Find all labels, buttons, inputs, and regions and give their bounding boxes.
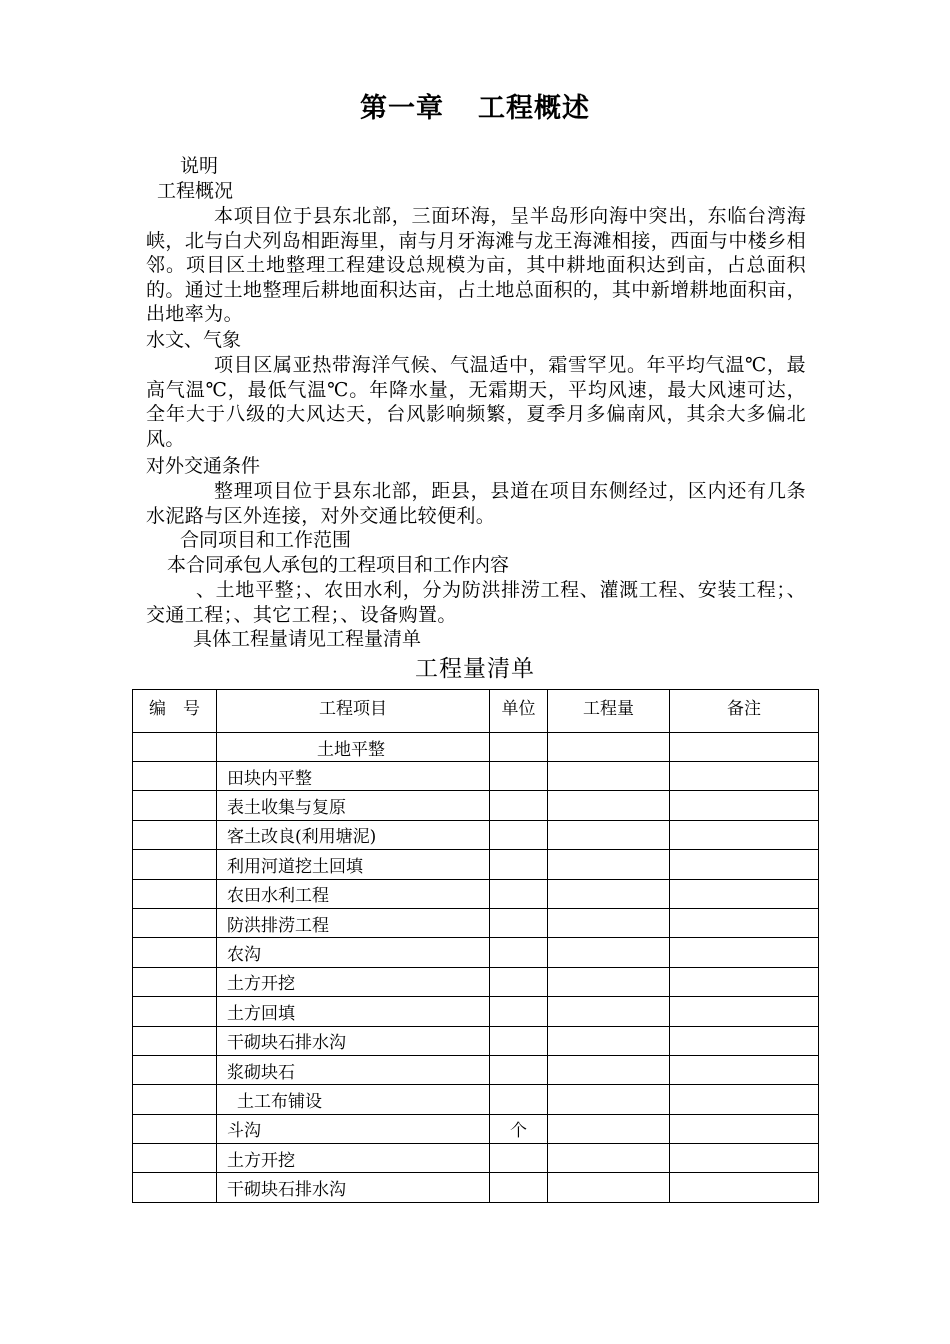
heading-gaikuang: 工程概况 bbox=[157, 180, 234, 202]
cell-qty bbox=[548, 733, 670, 762]
cell-no bbox=[133, 1144, 217, 1173]
cell-item: 浆砌块石 bbox=[217, 1055, 490, 1084]
cell-no bbox=[133, 1173, 217, 1202]
cell-qty bbox=[548, 997, 670, 1026]
cell-note bbox=[670, 967, 819, 996]
table-row bbox=[133, 938, 819, 967]
cell-unit bbox=[490, 1144, 548, 1173]
table-row bbox=[133, 1144, 819, 1173]
paragraph-traffic: 整理项目位于县东北部，距县，县道在项目东侧经过，区内还有几条水泥路与区外连接，对外交通比较便利。 bbox=[146, 480, 806, 527]
cell-qty bbox=[548, 762, 670, 791]
cell-item: 斗沟 bbox=[217, 1114, 490, 1143]
cell-qty bbox=[548, 1026, 670, 1055]
cell-unit bbox=[490, 850, 548, 879]
table-row bbox=[133, 1085, 819, 1114]
table-row bbox=[133, 997, 819, 1026]
table-row bbox=[133, 1114, 819, 1143]
cell-note bbox=[670, 791, 819, 820]
contract-line-3: 具体工程量请见工程量清单 bbox=[193, 628, 422, 650]
table-row bbox=[133, 791, 819, 820]
cell-item: 干砌块石排水沟 bbox=[217, 1026, 490, 1055]
cell-unit bbox=[490, 1055, 548, 1084]
cell-note bbox=[670, 879, 819, 908]
table-row bbox=[133, 879, 819, 908]
contract-line-1: 本合同承包人承包的工程项目和工作内容 bbox=[167, 554, 510, 576]
cell-qty bbox=[548, 1144, 670, 1173]
cell-note bbox=[670, 850, 819, 879]
cell-no bbox=[133, 733, 217, 762]
table-row bbox=[133, 967, 819, 996]
cell-qty bbox=[548, 1173, 670, 1202]
cell-item: 客土改良(利用塘泥) bbox=[217, 820, 490, 849]
cell-no bbox=[133, 997, 217, 1026]
cell-unit bbox=[490, 733, 548, 762]
table-row bbox=[133, 1055, 819, 1084]
cell-qty bbox=[548, 908, 670, 937]
cell-qty bbox=[548, 967, 670, 996]
cell-no bbox=[133, 1026, 217, 1055]
cell-item: 利用河道挖土回填 bbox=[217, 850, 490, 879]
table-header-row bbox=[133, 690, 819, 733]
cell-note bbox=[670, 820, 819, 849]
cell-item: 田块内平整 bbox=[217, 762, 490, 791]
cell-no bbox=[133, 1114, 217, 1143]
table-row bbox=[133, 762, 819, 791]
cell-item: 防洪排涝工程 bbox=[217, 908, 490, 937]
table-row bbox=[133, 1173, 819, 1202]
table-row bbox=[133, 733, 819, 762]
cell-qty bbox=[548, 879, 670, 908]
cell-no bbox=[133, 820, 217, 849]
cell-note bbox=[670, 1144, 819, 1173]
cell-note bbox=[670, 733, 819, 762]
quantity-table bbox=[132, 689, 819, 1203]
cell-item: 表土收集与复原 bbox=[217, 791, 490, 820]
cell-item: 土方开挖 bbox=[217, 1144, 490, 1173]
paragraph-gaikuang: 本项目位于县东北部，三面环海，呈半岛形向海中突出，东临台湾海峡，北与白犬列岛相距海里，南与月牙海滩与龙王海滩相接，西面与中楼乡相邻。项目区土地整理工程建设总规模为亩，其中耕地面积达到亩，占总面积的。通过土地整理后耕地面积达亩，占土地总面积的，其中新增耕地面积亩，出地率为。 bbox=[146, 205, 806, 325]
cell-note bbox=[670, 1114, 819, 1143]
chapter-title bbox=[0, 86, 950, 125]
cell-unit bbox=[490, 1173, 548, 1202]
header-note: 备注 bbox=[670, 690, 819, 733]
cell-item: 干砌块石排水沟 bbox=[217, 1173, 490, 1202]
cell-qty bbox=[548, 820, 670, 849]
chapter-name: 工程概述 bbox=[478, 93, 590, 124]
cell-unit: 个 bbox=[490, 1114, 548, 1143]
cell-unit bbox=[490, 1026, 548, 1055]
cell-unit bbox=[490, 1085, 548, 1114]
cell-no bbox=[133, 762, 217, 791]
cell-no bbox=[133, 850, 217, 879]
heading-traffic: 对外交通条件 bbox=[146, 455, 261, 477]
cell-qty bbox=[548, 850, 670, 879]
cell-qty bbox=[548, 1085, 670, 1114]
table-title: 工程量清单 bbox=[415, 656, 535, 682]
cell-note bbox=[670, 1055, 819, 1084]
cell-item: 农沟 bbox=[217, 938, 490, 967]
cell-item: 土工布铺设 bbox=[217, 1085, 490, 1114]
cell-unit bbox=[490, 879, 548, 908]
cell-no bbox=[133, 879, 217, 908]
header-qty: 工程量 bbox=[548, 690, 670, 733]
cell-qty bbox=[548, 1055, 670, 1084]
cell-item: 土地平整 bbox=[217, 733, 490, 762]
cell-no bbox=[133, 967, 217, 996]
cell-qty bbox=[548, 1114, 670, 1143]
cell-unit bbox=[490, 791, 548, 820]
cell-note bbox=[670, 908, 819, 937]
cell-qty bbox=[548, 791, 670, 820]
header-unit: 单位 bbox=[490, 690, 548, 733]
table-row bbox=[133, 1026, 819, 1055]
cell-item: 土方开挖 bbox=[217, 967, 490, 996]
cell-no bbox=[133, 938, 217, 967]
cell-item: 农田水利工程 bbox=[217, 879, 490, 908]
header-no: 编 号 bbox=[133, 690, 217, 733]
heading-climate: 水文、气象 bbox=[146, 329, 242, 351]
chapter-number: 第一章 bbox=[360, 93, 444, 124]
cell-unit bbox=[490, 908, 548, 937]
cell-no bbox=[133, 1055, 217, 1084]
table-row bbox=[133, 908, 819, 937]
cell-note bbox=[670, 938, 819, 967]
cell-no bbox=[133, 1085, 217, 1114]
cell-unit bbox=[490, 820, 548, 849]
cell-qty bbox=[548, 938, 670, 967]
cell-note bbox=[670, 1173, 819, 1202]
paragraph-climate: 项目区属亚热带海洋气候、气温适中，霜雪罕见。年平均气温℃，最高气温℃，最低气温℃。年降水量，无霜期天，平均风速，最大风速可达，全年大于八级的大风达天，台风影响频繁，夏季月多偏南风，其余大多偏北风。 bbox=[146, 354, 806, 450]
header-item: 工程项目 bbox=[217, 690, 490, 733]
cell-note bbox=[670, 1026, 819, 1055]
cell-no bbox=[133, 791, 217, 820]
table-row bbox=[133, 850, 819, 879]
table-row bbox=[133, 820, 819, 849]
cell-unit bbox=[490, 967, 548, 996]
cell-note bbox=[670, 762, 819, 791]
contract-line-2: 、土地平整；、农田水利，分为防洪排涝工程、灌溉工程、安装工程；、交通工程；、其它工程；、设备购置。 bbox=[146, 579, 806, 626]
heading-shuoming: 说明 bbox=[180, 155, 219, 177]
cell-note bbox=[670, 1085, 819, 1114]
cell-note bbox=[670, 997, 819, 1026]
cell-unit bbox=[490, 762, 548, 791]
cell-unit bbox=[490, 997, 548, 1026]
heading-contract: 合同项目和工作范围 bbox=[180, 529, 352, 551]
cell-item: 土方回填 bbox=[217, 997, 490, 1026]
cell-no bbox=[133, 908, 217, 937]
cell-unit bbox=[490, 938, 548, 967]
